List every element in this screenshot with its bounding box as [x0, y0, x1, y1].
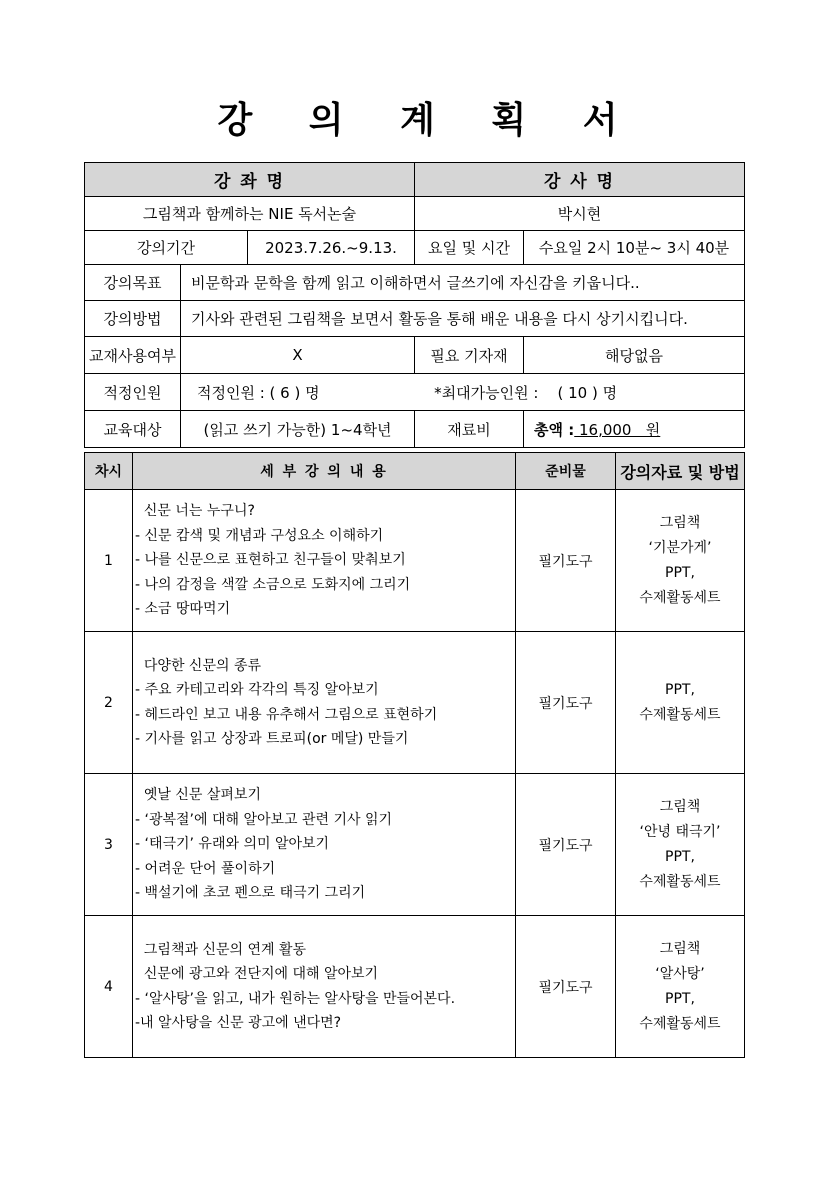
content-line: 옛날 신문 살펴보기	[135, 787, 261, 804]
content-line: - 주요 카테고리와 각각의 특징 알아보기	[135, 682, 379, 698]
fee-value	[524, 411, 745, 448]
session-materials	[616, 490, 745, 632]
max-capacity-value: *최대가능인원 : ( 10 ) 명	[434, 383, 618, 402]
schedule-value: 수요일 2시 10분~ 3시 40분	[524, 231, 745, 265]
session-content	[133, 490, 516, 632]
material-line: 수제활동세트	[639, 873, 721, 890]
period-value: 2023.7.26.~9.13.	[248, 231, 415, 265]
sessions-table	[84, 452, 745, 1058]
method-label: 강의방법	[85, 301, 181, 337]
material-line: 그림책	[659, 514, 701, 531]
session-prep: 필기도구	[516, 490, 616, 632]
content-line: 신문 너는 누구니?	[135, 503, 255, 520]
content-line: 다양한 신문의 종류	[135, 657, 261, 674]
material-line: ‘기분가게’	[648, 539, 712, 556]
goal-value: 비문학과 문학을 함께 읽고 이해하면서 글쓰기에 자신감을 키웁니다..	[181, 265, 745, 301]
target-value: (읽고 쓰기 가능한) 1~4학년	[181, 411, 415, 448]
material-line: PPT,	[665, 990, 695, 1007]
session-materials	[616, 632, 745, 774]
session-prep-header: 준비물	[516, 453, 616, 490]
method-value: 기사와 관련된 그림책을 보면서 활동을 통해 배운 내용을 다시 상기시킵니다.	[181, 301, 745, 337]
content-line: - 소금 땅따먹기	[135, 601, 231, 618]
session-no: 1	[85, 490, 133, 632]
session-no: 4	[85, 916, 133, 1058]
goal-label: 강의목표	[85, 265, 181, 301]
session-no-header: 차시	[85, 453, 133, 490]
content-line: - ‘광복절’에 대해 알아보고 관련 기사 읽기	[135, 811, 393, 828]
session-no: 3	[85, 774, 133, 916]
document-title: 강 의 계 획 서	[217, 100, 640, 141]
capacity-row	[181, 374, 745, 411]
content-line: - 기사를 읽고 상장과 트로피(or 메달) 만들기	[135, 731, 409, 747]
session-materials-header: 강의자료 및 방법	[616, 453, 745, 490]
material-line: ‘안녕 태극기’	[639, 823, 721, 840]
session-prep: 필기도구	[516, 632, 616, 774]
textbook-label: 교재사용여부	[85, 337, 181, 374]
content-line: - 어려운 단어 풀이하기	[135, 860, 276, 877]
material-line: ‘알사탕’	[655, 965, 705, 982]
content-line: - 백설기에 초코 펜으로 태극기 그리기	[135, 885, 366, 902]
session-content	[133, 632, 516, 774]
course-info-table	[84, 162, 745, 448]
capacity-label: 적정인원	[85, 374, 181, 411]
session-content	[133, 774, 516, 916]
fee-amount: 16,000 원	[574, 420, 661, 439]
course-name-value: 그림책과 함께하는 NIE 독서논술	[85, 197, 415, 231]
session-prep: 필기도구	[516, 774, 616, 916]
session-prep: 필기도구	[516, 916, 616, 1058]
course-name-header: 강 좌 명	[85, 163, 415, 197]
material-line: 수제활동세트	[639, 589, 721, 606]
session-content-header: 세 부 강 의 내 용	[133, 453, 516, 490]
material-line: 그림책	[659, 940, 701, 957]
material-line: PPT,	[665, 848, 695, 865]
period-label: 강의기간	[85, 231, 248, 265]
session-no: 2	[85, 632, 133, 774]
table-row	[85, 490, 745, 632]
table-row	[85, 632, 745, 774]
content-line: - ‘알사탕’을 읽고, 내가 원하는 알사탕을 만들어본다.	[135, 990, 456, 1007]
content-line: 그림책과 신문의 연계 활동	[135, 941, 307, 958]
instructor-value: 박시현	[415, 197, 745, 231]
equipment-value: 해당없음	[524, 337, 745, 374]
session-materials	[616, 774, 745, 916]
fee-label: 재료비	[415, 411, 524, 448]
content-line: - ‘태극기’ 유래와 의미 알아보기	[135, 836, 330, 853]
schedule-label: 요일 및 시간	[415, 231, 524, 265]
content-line: - 나의 감정을 색깔 소금으로 도화지에 그리기	[135, 576, 411, 593]
material-line: 수제활동세트	[639, 1015, 721, 1032]
session-materials	[616, 916, 745, 1058]
capacity-value: 적정인원 : ( 6 ) 명	[197, 383, 320, 402]
instructor-header: 강 사 명	[415, 163, 745, 197]
table-row	[85, 916, 745, 1058]
content-line: - 나를 신문으로 표현하고 친구들이 맞춰보기	[135, 552, 406, 569]
material-line: 그림책	[659, 798, 701, 815]
content-line: - 신문 캄색 및 개념과 구성요소 이해하기	[135, 527, 384, 544]
content-line: 신문에 광고와 전단지에 대해 알아보기	[135, 966, 379, 982]
target-label: 교육대상	[85, 411, 181, 448]
textbook-value: X	[181, 337, 415, 374]
equipment-label: 필요 기자재	[415, 337, 524, 374]
material-line: 수제활동세트	[639, 706, 721, 723]
content-line: - 헤드라인 보고 내용 유추해서 그림으로 표현하기	[135, 706, 438, 723]
material-line: PPT,	[665, 681, 695, 698]
content-line: -내 알사탕을 신문 광고에 낸다면?	[135, 1015, 342, 1031]
fee-prefix: 총액 :	[534, 420, 575, 439]
session-content	[133, 916, 516, 1058]
material-line: PPT,	[665, 564, 695, 581]
table-row	[85, 774, 745, 916]
